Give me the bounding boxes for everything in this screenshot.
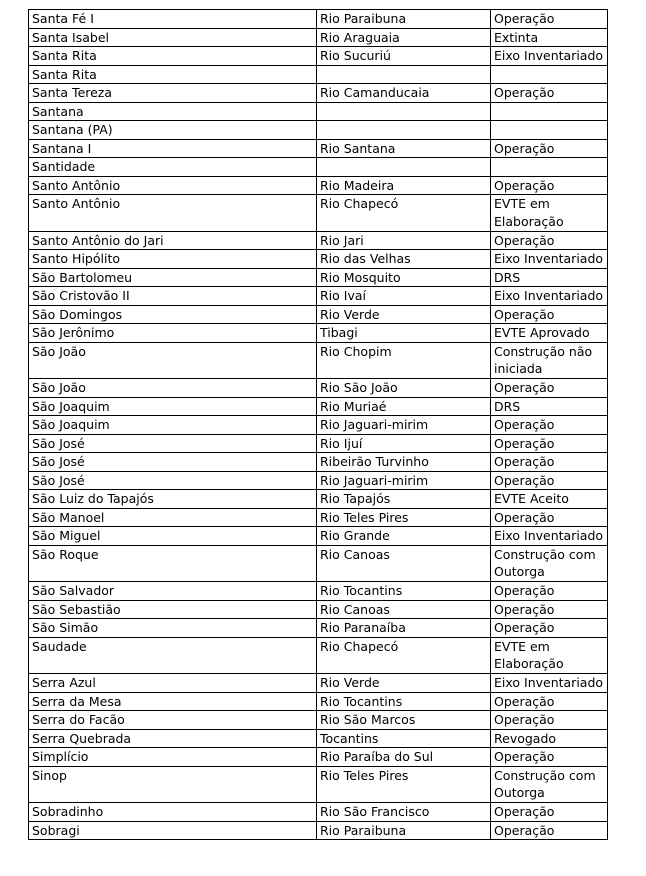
river-cell: Rio Canoas [317, 545, 491, 582]
river-cell [317, 65, 491, 84]
table-row [29, 729, 608, 748]
river-cell: Rio São Marcos [317, 711, 491, 730]
table-row [29, 527, 608, 546]
plant-name-cell: Santana (PA) [29, 121, 317, 140]
status-cell: Extinta [491, 28, 608, 47]
plant-name-cell: Santa Rita [29, 65, 317, 84]
status-cell: Eixo Inventariado [491, 47, 608, 66]
status-cell: Operação [491, 139, 608, 158]
river-cell: Rio Jaguari-mirim [317, 416, 491, 435]
status-cell: Operação [491, 453, 608, 472]
status-cell [491, 102, 608, 121]
river-cell: Rio Ivaí [317, 287, 491, 306]
plant-name-cell: São Miguel [29, 527, 317, 546]
table-row [29, 692, 608, 711]
status-cell: Construção com Outorga [491, 545, 608, 582]
status-cell [491, 158, 608, 177]
plant-name-cell: São João [29, 342, 317, 379]
plant-name-cell: Sobragi [29, 821, 317, 840]
river-cell: Rio Jaguari-mirim [317, 471, 491, 490]
status-cell: Operação [491, 619, 608, 638]
plant-name-cell: São Jerônimo [29, 324, 317, 343]
status-cell: Operação [491, 471, 608, 490]
table-row [29, 471, 608, 490]
table-row [29, 453, 608, 472]
plant-name-cell: Simplício [29, 748, 317, 767]
status-cell: Operação [491, 84, 608, 103]
plant-name-cell: Santana I [29, 139, 317, 158]
table-row [29, 47, 608, 66]
river-cell: Rio Grande [317, 527, 491, 546]
status-cell [491, 65, 608, 84]
plant-name-cell: Santa Fé I [29, 10, 317, 29]
plant-name-cell: São João [29, 379, 317, 398]
river-cell: Rio Teles Pires [317, 508, 491, 527]
table-row [29, 766, 608, 803]
table-row [29, 803, 608, 822]
status-cell: Operação [491, 582, 608, 601]
status-cell: Operação [491, 231, 608, 250]
table-row [29, 102, 608, 121]
table-row [29, 821, 608, 840]
table-row [29, 158, 608, 177]
river-cell: Rio Tocantins [317, 692, 491, 711]
status-cell: EVTE Aprovado [491, 324, 608, 343]
river-cell: Rio Paraibuna [317, 10, 491, 29]
table-row [29, 416, 608, 435]
table-row [29, 250, 608, 269]
river-cell: Rio Santana [317, 139, 491, 158]
plant-name-cell: Serra Quebrada [29, 729, 317, 748]
river-cell: Rio Canoas [317, 600, 491, 619]
plant-name-cell: São Roque [29, 545, 317, 582]
river-cell: Rio Chapecó [317, 637, 491, 674]
river-cell: Rio Paraibuna [317, 821, 491, 840]
plant-name-cell: São Manoel [29, 508, 317, 527]
plant-name-cell: Serra do Facão [29, 711, 317, 730]
status-cell: Construção não iniciada [491, 342, 608, 379]
table-row [29, 176, 608, 195]
plant-name-cell: São Simão [29, 619, 317, 638]
river-cell: Rio Verde [317, 674, 491, 693]
plant-name-cell: Sinop [29, 766, 317, 803]
plant-name-cell: São José [29, 471, 317, 490]
river-cell: Rio Chapecó [317, 195, 491, 232]
river-cell: Rio Paraíba do Sul [317, 748, 491, 767]
river-cell: Rio Jari [317, 231, 491, 250]
status-cell: Eixo Inventariado [491, 287, 608, 306]
status-cell: Operação [491, 176, 608, 195]
river-cell: Rio Sucuriú [317, 47, 491, 66]
table-row [29, 342, 608, 379]
plant-name-cell: São José [29, 453, 317, 472]
table-row [29, 28, 608, 47]
plant-name-cell: São José [29, 434, 317, 453]
status-cell: Operação [491, 508, 608, 527]
river-cell: Rio Muriaé [317, 397, 491, 416]
plant-name-cell: Santa Tereza [29, 84, 317, 103]
table-row [29, 397, 608, 416]
table-row [29, 674, 608, 693]
table-row [29, 748, 608, 767]
status-cell: DRS [491, 268, 608, 287]
table-row [29, 268, 608, 287]
table-row [29, 84, 608, 103]
status-cell: Operação [491, 821, 608, 840]
plant-name-cell: Santidade [29, 158, 317, 177]
table-row [29, 490, 608, 509]
table-row [29, 711, 608, 730]
river-cell: Rio Ijuí [317, 434, 491, 453]
plant-name-cell: Santa Rita [29, 47, 317, 66]
document-page [28, 9, 608, 840]
river-cell: Rio Teles Pires [317, 766, 491, 803]
status-cell: Operação [491, 379, 608, 398]
status-cell: EVTE em Elaboração [491, 195, 608, 232]
plant-name-cell: São Luiz do Tapajós [29, 490, 317, 509]
river-cell: Rio Tapajós [317, 490, 491, 509]
hydropower-table [28, 9, 608, 840]
status-cell: Eixo Inventariado [491, 527, 608, 546]
river-cell: Rio Araguaia [317, 28, 491, 47]
table-row [29, 619, 608, 638]
status-cell: EVTE Aceito [491, 490, 608, 509]
table-row [29, 139, 608, 158]
table-row [29, 195, 608, 232]
plant-name-cell: São Joaquim [29, 416, 317, 435]
river-cell: Rio das Velhas [317, 250, 491, 269]
table-row [29, 65, 608, 84]
plant-name-cell: São Salvador [29, 582, 317, 601]
table-row [29, 545, 608, 582]
status-cell: Operação [491, 305, 608, 324]
river-cell: Rio Tocantins [317, 582, 491, 601]
river-cell: Rio São Francisco [317, 803, 491, 822]
plant-name-cell: São Joaquim [29, 397, 317, 416]
status-cell: DRS [491, 397, 608, 416]
status-cell: Operação [491, 434, 608, 453]
status-cell: Eixo Inventariado [491, 250, 608, 269]
table-row [29, 600, 608, 619]
status-cell: Operação [491, 748, 608, 767]
river-cell: Ribeirão Turvinho [317, 453, 491, 472]
table-row [29, 637, 608, 674]
table-row [29, 379, 608, 398]
river-cell: Tocantins [317, 729, 491, 748]
table-row [29, 582, 608, 601]
table-row [29, 305, 608, 324]
river-cell: Rio Madeira [317, 176, 491, 195]
plant-name-cell: São Domingos [29, 305, 317, 324]
table-row [29, 508, 608, 527]
status-cell: Operação [491, 711, 608, 730]
river-cell [317, 121, 491, 140]
status-cell: Operação [491, 692, 608, 711]
river-cell: Rio Verde [317, 305, 491, 324]
table-row [29, 434, 608, 453]
plant-name-cell: Santo Hipólito [29, 250, 317, 269]
plant-name-cell: Sobradinho [29, 803, 317, 822]
plant-name-cell: Santo Antônio [29, 176, 317, 195]
status-cell: Operação [491, 600, 608, 619]
river-cell: Rio Camanducaia [317, 84, 491, 103]
plant-name-cell: Santo Antônio [29, 195, 317, 232]
river-cell: Rio Chopim [317, 342, 491, 379]
plant-name-cell: Saudade [29, 637, 317, 674]
status-cell: Eixo Inventariado [491, 674, 608, 693]
river-cell: Rio Mosquito [317, 268, 491, 287]
river-cell: Rio São João [317, 379, 491, 398]
river-cell [317, 158, 491, 177]
river-cell: Tibagi [317, 324, 491, 343]
plant-name-cell: São Sebastião [29, 600, 317, 619]
table-row [29, 287, 608, 306]
status-cell: Operação [491, 416, 608, 435]
status-cell: Operação [491, 803, 608, 822]
table-row [29, 121, 608, 140]
table-row [29, 10, 608, 29]
status-cell: Revogado [491, 729, 608, 748]
table-row [29, 324, 608, 343]
plant-name-cell: Serra da Mesa [29, 692, 317, 711]
status-cell [491, 121, 608, 140]
plant-name-cell: Santa Isabel [29, 28, 317, 47]
status-cell: Construção com Outorga [491, 766, 608, 803]
status-cell: EVTE em Elaboração [491, 637, 608, 674]
table-row [29, 231, 608, 250]
plant-name-cell: Santo Antônio do Jari [29, 231, 317, 250]
plant-name-cell: Serra Azul [29, 674, 317, 693]
river-cell [317, 102, 491, 121]
table-body [29, 10, 608, 840]
plant-name-cell: São Cristovão II [29, 287, 317, 306]
river-cell: Rio Paranaíba [317, 619, 491, 638]
plant-name-cell: Santana [29, 102, 317, 121]
plant-name-cell: São Bartolomeu [29, 268, 317, 287]
status-cell: Operação [491, 10, 608, 29]
